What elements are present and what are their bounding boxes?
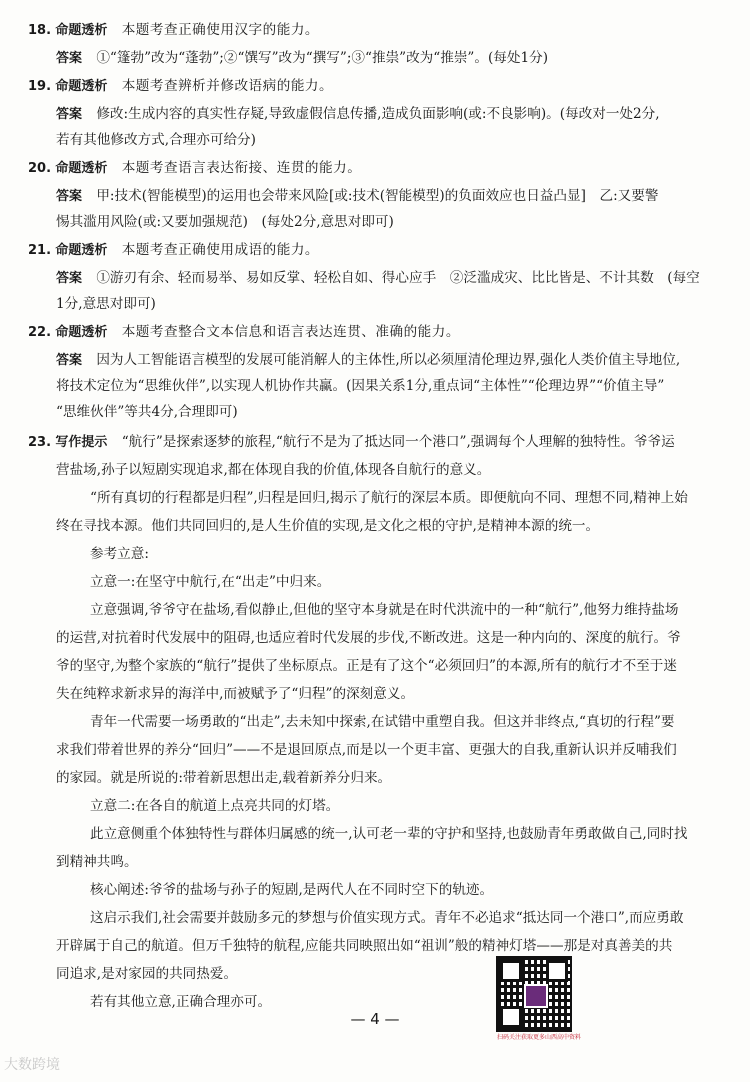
q23-line: 的家园。就是所说的:带着新思想出走,载着新养分归来。 [56,770,392,786]
q23-line: 的运营,对抗着时代发展中的阻碍,也适应着时代发展的步伐,不断改进。这是一种内向的、深度的航行。爷 [56,630,681,646]
q23-line: 到精神共鸣。 [56,854,138,870]
q22-answer: 答案 因为人工智能语言模型的发展可能消解人的主体性,所以必须厘清伦理边界,强化人类价值主导地位, [56,352,681,368]
q19-answer-cont: 若有其他修改方式,合理亦可给分) [56,132,256,148]
q20-header: 20. 命题透析 本题考查语言表达衔接、连贯的能力。 [28,160,362,176]
q19-answer: 答案 修改:生成内容的真实性存疑,导致虚假信息传播,造成负面影响(或:不良影响)。(每改对一处2分, [56,106,660,122]
q23-line: 立意强调,爷爷守在盐场,看似静止,但他的坚守本身就是在时代洪流中的一种“航行”,他努力维持盐场 [90,602,679,618]
q23-header: 23. 写作提示 “航行”是探索逐梦的旅程,“航行不是为了抵达同一个港口”,强调每个人理解的独特性。爷爷运 [28,434,675,450]
q23-line: 参考立意: [90,546,149,562]
q21-header: 21. 命题透析 本题考查正确使用成语的能力。 [28,242,320,258]
qr-finder-top-left [500,960,522,982]
q23-line: 同追求,是对家园的共同热爱。 [56,966,238,982]
q23-line: 青年一代需要一场勇敢的“出走”,去未知中探索,在试错中重塑自我。但这并非终点,“真切的行程”要 [90,714,675,730]
q23-line: 求我们带着世界的养分“回归”——不是退回原点,而是以一个更丰富、更强大的自我,重新认识并反哺我们 [56,742,677,758]
q23-theme-2: 立意二:在各自的航道上点亮共同的灯塔。 [90,798,340,814]
q23-line: 终在寻找本源。他们共同回归的,是人生价值的实现,是文化之根的守护,是精神本源的统一。 [56,518,600,534]
q18-answer: 答案 ①“篷勃”改为“蓬勃”;②“馔写”改为“撰写”;③“推祟”改为“推崇”。(每处1分) [56,50,548,66]
qr-finder-bottom-left [500,1006,522,1028]
q22-header: 22. 命题透析 本题考查整合文本信息和语言表达连贯、准确的能力。 [28,324,460,340]
q22-answer-cont-2: “思维伙伴”等共4分,合理即可) [56,404,238,420]
q19-header: 19. 命题透析 本题考查辨析并修改语病的能力。 [28,78,334,94]
q20-answer-cont: 惕其滥用风险(或:又要加强规范) (每处2分,意思对即可) [56,214,394,230]
qr-code[interactable] [496,956,572,1032]
page-number: — 4 — [350,1010,400,1028]
qr-caption: 扫码关注获取更多山西高中资料 [496,1034,581,1041]
q23-line: 这启示我们,社会需要并鼓励多元的梦想与价值实现方式。青年不必追求“抵达同一个港口”,而应勇敢 [90,910,684,926]
q23-line: 爷的坚守,为整个家族的“航行”提供了坐标原点。正是有了这个“必须回归”的本源,所有的航行才不至于迷 [56,658,677,674]
q23-line: 开辟属于自己的航道。但万千独特的航程,应能共同映照出如“祖训”般的精神灯塔——那是对真善美的共 [56,938,673,954]
watermark: 大数跨境 [4,1057,60,1073]
q23-line: 营盐场,孙子以短剧实现追求,都在体现自我的价值,体现各自航行的意义。 [56,462,491,478]
q23-line: 此立意侧重个体独特性与群体归属感的统一,认可老一辈的守护和坚持,也鼓励青年勇敢做自己,同时找 [90,826,688,842]
q23-line: 失在纯粹求新求异的海洋中,而被赋予了“归程”的深刻意义。 [56,686,415,702]
q21-answer-cont: 1分,意思对即可) [56,296,156,312]
q23-closing: 若有其他立意,正确合理亦可。 [90,994,272,1010]
q18-header: 18. 命题透析 本题考查正确使用汉字的能力。 [28,22,320,38]
q22-answer-cont-1: 将技术定位为“思维伙伴”,以实现人机协作共赢。(因果关系1分,重点词“主体性”“伦理边界”“价值主导” [56,378,665,394]
q20-answer: 答案 甲:技术(智能模型)的运用也会带来风险[或:技术(智能模型)的负面效应也日益凸显] 乙:又要警 [56,188,659,204]
q23-line: “所有真切的行程都是归程”,归程是回归,揭示了航行的深层本质。即便航向不同、理想不同,精神上始 [90,490,688,506]
q23-theme-1: 立意一:在坚守中航行,在“出走”中归来。 [90,574,331,590]
q23-line: 核心阐述:爷爷的盐场与孙子的短剧,是两代人在不同时空下的轨迹。 [90,882,494,898]
qr-finder-top-right [546,960,568,982]
q21-answer: 答案 ①游刃有余、轻而易举、易如反掌、轻松自如、得心应手 ②泛滥成灾、比比皆是、不计其数 (每空 [56,270,700,286]
qr-logo [524,984,548,1008]
